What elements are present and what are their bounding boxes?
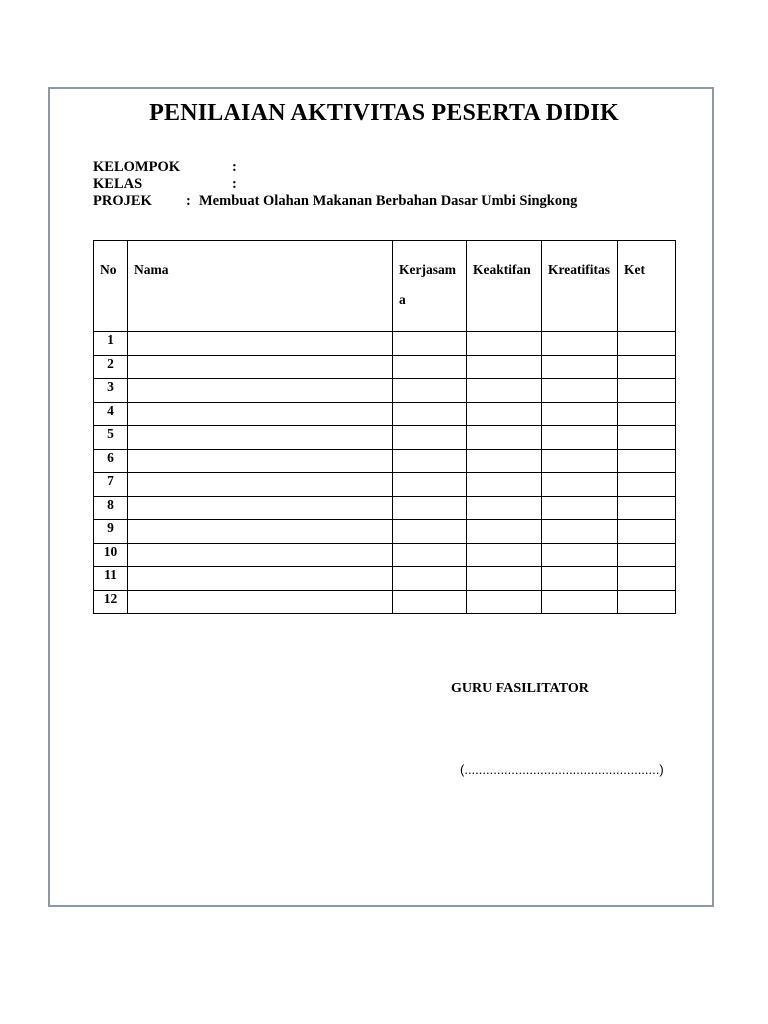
table-row — [94, 332, 676, 356]
cell-no: 9 — [94, 520, 128, 544]
cell-keaktifan — [467, 449, 542, 473]
cell-kreatifitas — [542, 543, 618, 567]
signature-title: GURU FASILITATOR — [451, 681, 589, 696]
cell-keaktifan — [467, 496, 542, 520]
table-row — [94, 426, 676, 450]
cell-no: 3 — [94, 379, 128, 403]
field-colon: : — [232, 176, 237, 192]
cell-nama — [128, 520, 393, 544]
cell-keaktifan — [467, 379, 542, 403]
table-row — [94, 590, 676, 614]
cell-no: 4 — [94, 402, 128, 426]
cell-ket — [618, 332, 676, 356]
cell-kerjasama — [393, 355, 467, 379]
cell-kreatifitas — [542, 520, 618, 544]
table-row — [94, 520, 676, 544]
cell-ket — [618, 590, 676, 614]
cell-ket — [618, 567, 676, 591]
cell-kreatifitas — [542, 379, 618, 403]
table-row — [94, 496, 676, 520]
header-no: No — [94, 241, 128, 332]
cell-ket — [618, 379, 676, 403]
table-row — [94, 567, 676, 591]
header-ket: Ket — [618, 241, 676, 332]
header-nama: Nama — [128, 241, 393, 332]
table-row — [94, 402, 676, 426]
cell-keaktifan — [467, 473, 542, 497]
field-colon: : — [232, 159, 237, 175]
cell-nama — [128, 426, 393, 450]
cell-kreatifitas — [542, 449, 618, 473]
cell-nama — [128, 379, 393, 403]
cell-keaktifan — [467, 426, 542, 450]
cell-no: 5 — [94, 426, 128, 450]
cell-kreatifitas — [542, 355, 618, 379]
document-title: PENILAIAN AKTIVITAS PESERTA DIDIK — [149, 100, 619, 126]
cell-keaktifan — [467, 520, 542, 544]
table-row — [94, 473, 676, 497]
cell-ket — [618, 473, 676, 497]
cell-keaktifan — [467, 402, 542, 426]
cell-nama — [128, 473, 393, 497]
cell-no: 6 — [94, 449, 128, 473]
cell-kreatifitas — [542, 567, 618, 591]
table-row — [94, 449, 676, 473]
cell-keaktifan — [467, 567, 542, 591]
cell-kreatifitas — [542, 590, 618, 614]
field-label: PROJEK — [93, 193, 152, 209]
table-row — [94, 355, 676, 379]
cell-ket — [618, 520, 676, 544]
cell-ket — [618, 496, 676, 520]
cell-kreatifitas — [542, 402, 618, 426]
cell-ket — [618, 402, 676, 426]
cell-no: 11 — [94, 567, 128, 591]
cell-kerjasama — [393, 567, 467, 591]
table-row — [94, 379, 676, 403]
cell-no: 10 — [94, 543, 128, 567]
cell-nama — [128, 449, 393, 473]
cell-nama — [128, 355, 393, 379]
cell-kreatifitas — [542, 426, 618, 450]
cell-kreatifitas — [542, 496, 618, 520]
cell-ket — [618, 543, 676, 567]
cell-kerjasama — [393, 520, 467, 544]
cell-kerjasama — [393, 543, 467, 567]
cell-kerjasama — [393, 402, 467, 426]
header-kerjasama: Kerjasama — [393, 241, 467, 332]
field-value: Membuat Olahan Makanan Berbahan Dasar Umbi Singkong — [199, 193, 578, 209]
cell-keaktifan — [467, 590, 542, 614]
cell-kerjasama — [393, 332, 467, 356]
cell-ket — [618, 426, 676, 450]
header-keaktifan: Keaktifan — [467, 241, 542, 332]
cell-kreatifitas — [542, 332, 618, 356]
field-colon: : — [186, 193, 191, 209]
cell-no: 8 — [94, 496, 128, 520]
cell-ket — [618, 355, 676, 379]
cell-nama — [128, 590, 393, 614]
cell-kreatifitas — [542, 473, 618, 497]
cell-kerjasama — [393, 426, 467, 450]
cell-nama — [128, 567, 393, 591]
table-header-row — [94, 241, 676, 332]
cell-nama — [128, 402, 393, 426]
table-row — [94, 543, 676, 567]
cell-kerjasama — [393, 449, 467, 473]
cell-ket — [618, 449, 676, 473]
cell-kerjasama — [393, 473, 467, 497]
cell-keaktifan — [467, 332, 542, 356]
cell-no: 1 — [94, 332, 128, 356]
assessment-table — [93, 240, 676, 614]
field-label: KELOMPOK — [93, 159, 180, 175]
cell-keaktifan — [467, 543, 542, 567]
signature-line: (......................................................) — [460, 762, 664, 777]
cell-kerjasama — [393, 379, 467, 403]
cell-nama — [128, 332, 393, 356]
header-kreatifitas: Kreatifitas — [542, 241, 618, 332]
field-label: KELAS — [93, 176, 143, 192]
cell-nama — [128, 543, 393, 567]
cell-nama — [128, 496, 393, 520]
cell-kerjasama — [393, 590, 467, 614]
cell-no: 2 — [94, 355, 128, 379]
cell-keaktifan — [467, 355, 542, 379]
cell-no: 12 — [94, 590, 128, 614]
cell-kerjasama — [393, 496, 467, 520]
cell-no: 7 — [94, 473, 128, 497]
